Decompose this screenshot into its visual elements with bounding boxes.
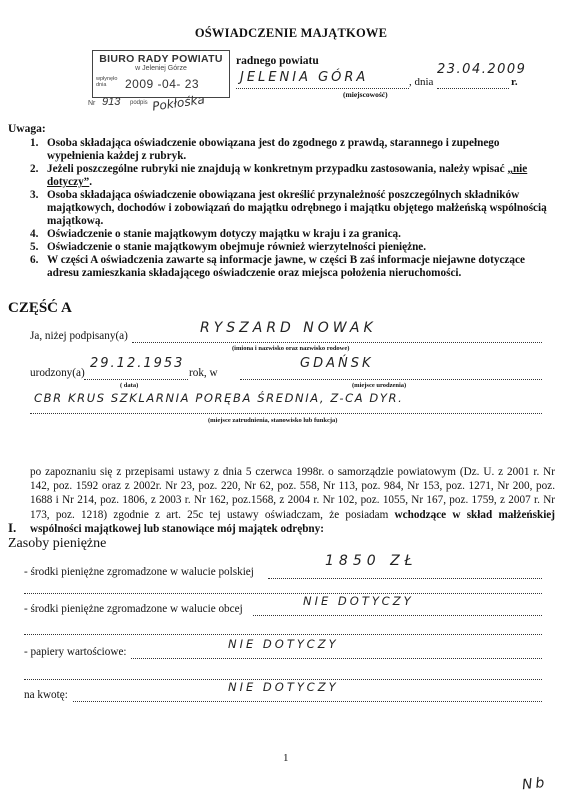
name-caption: (imiona i nazwisko oraz nazwisko rodowe) [232,345,350,352]
page-number: 1 [283,752,289,764]
pln-dotline [268,578,542,579]
stamp-city: w Jeleniej Górze [135,65,187,72]
uwaga-item: 3. Osoba składająca oświadczenie obowiązana jest określić przynależność poszczególnych składników majątkowych, dochodów i zobowiązań do majątku odrębnego i majątku objętego małżeńską wspólnością majątkową. [30,189,547,227]
uwaga-list [30,137,550,280]
ja-label: Ja, niżej podpisany(a) [30,330,128,342]
name-dotline [132,342,542,343]
birthplace-caption: (miejsce urodzenia) [352,382,407,389]
stamp-nr-label: Nr [88,100,96,107]
uwaga-item: 4. Oświadczenie o stanie majątkowym dotyczy majątku w kraju i za granicą. [30,228,401,240]
urodzony-label: urodzony(a) [30,367,85,379]
securities-label: - papiery wartościowe: [24,646,127,658]
stamp-podpis-label: podpis [130,100,148,106]
stamp-nr-value: 913 [102,96,121,108]
dnia-label: , dnia [409,76,434,88]
date-handwritten: 23.04.2009 [437,62,527,77]
rok-w-label: rok, w [189,367,218,379]
radnego-label: radnego powiatu [236,55,319,67]
pln-handwritten: 1850 ZŁ [325,553,418,569]
section-title: Zasoby pieniężne [8,536,107,551]
securities-handwritten: NIE DOTYCZY [228,637,339,651]
name-handwritten: RYSZARD NOWAK [200,320,377,336]
amount-dotline [73,701,542,702]
section-roman: I. [8,520,17,535]
stamp-received-label: wpłynęło dnia [96,76,118,88]
corner-initials: Nb [521,774,549,794]
uwaga-item: 2. Jeżeli poszczególne rubryki nie znajdują w konkretnym przypadku zastosowania, należy wpisać „nie dotyczy”. [30,163,528,188]
r-suffix: r. [511,76,518,88]
place-dotline [236,88,409,89]
job-caption: (miejsce zatrudnienia, stanowisko lub funkcja) [208,417,338,424]
place-caption: (miejscowość) [343,90,388,99]
foreign-dotline [253,615,542,616]
date-caption: ( data) [120,382,139,389]
uwaga-item: 5. Oświadczenie o stanie majątkowym obejmuje również wierzytelności pieniężne. [30,241,427,253]
pln-extra-dotline [24,593,542,594]
date-dotline [437,88,509,89]
pln-label: - środki pieniężne zgromadzone w walucie polskiej [24,566,254,578]
amount-handwritten: NIE DOTYCZY [228,680,339,694]
birthdate-dotline [84,379,188,380]
stamp-signature: Pokłośka [151,92,206,114]
birthplace-dotline [240,379,542,380]
foreign-handwritten: NIE DOTYCZY [303,594,414,608]
stamp-date: 2009 -04- 23 [125,77,200,91]
job-dotline [30,413,542,414]
czesc-a-heading: CZĘŚĆ A [8,300,72,316]
foreign-label: - środki pieniężne zgromadzone w walucie obcej [24,603,243,615]
stamp-office: BIURO RADY POWIATU [99,53,223,65]
uwaga-item: 1. Osoba składająca oświadczenie obowiązana jest do zgodnego z prawdą, starannego i zupełnego wypełnienia każdej z rubryk. [30,137,500,162]
job-handwritten: CBR KRUS SZKLARNIA PORĘBA ŚREDNIA, Z-CA DYR. [34,391,404,405]
legal-paragraph-bold: wchodzące w skład małżeńskiej wspólności majątkowej lub stanowiące mój majątek odrębny: [30,508,556,535]
nie-dotyczy-underlined: „nie dotyczy” [47,163,528,188]
birthplace-handwritten: GDAŃSK [300,356,374,371]
document-title: OŚWIADCZENIE MAJĄTKOWE [194,26,388,40]
securities-dotline [131,658,542,659]
received-stamp [88,50,232,126]
uwaga-item: 6. W części A oświadczenia zawarte są informacje jawne, w części B zaś informacje niejawne dotyczące adresu zamieszkania składającego oświadczenie oraz miejsca położenia nieruchomości. [30,254,525,279]
uwaga-heading: Uwaga: [8,123,46,135]
legal-paragraph: po zapoznaniu się z przepisami ustawy z dnia 5 czerwca 1998r. o samorządzie powiatowym (Dz. U. z 2001 r. Nr 142, poz. 1592 oraz z 2002r. Nr 23, poz. 220, Nr 62, poz. 558, Nr 113, poz. 984, Nr 153, poz. 1271, Nr 200, poz. 1688 i Nr 214, poz. 1806, z 2003 r. Nr 162, poz.1568, z 2004 r. Nr 102, poz. 1055, Nr 167, poz. 1759, z 2007 r. Nr 173, poz. 1218) zgodnie z art. 25c tej ustawy oświadczam, że posiadam wchodzące w skład małżeńskiej wspólności majątkowej lub stanowiące mój majątek odrębny: [30,466,556,535]
birthdate-handwritten: 29.12.1953 [90,356,185,371]
amount-label: na kwotę: [24,689,68,701]
foreign-extra-dotline [24,634,542,635]
place-handwritten: JELENIA GÓRA [240,70,369,85]
